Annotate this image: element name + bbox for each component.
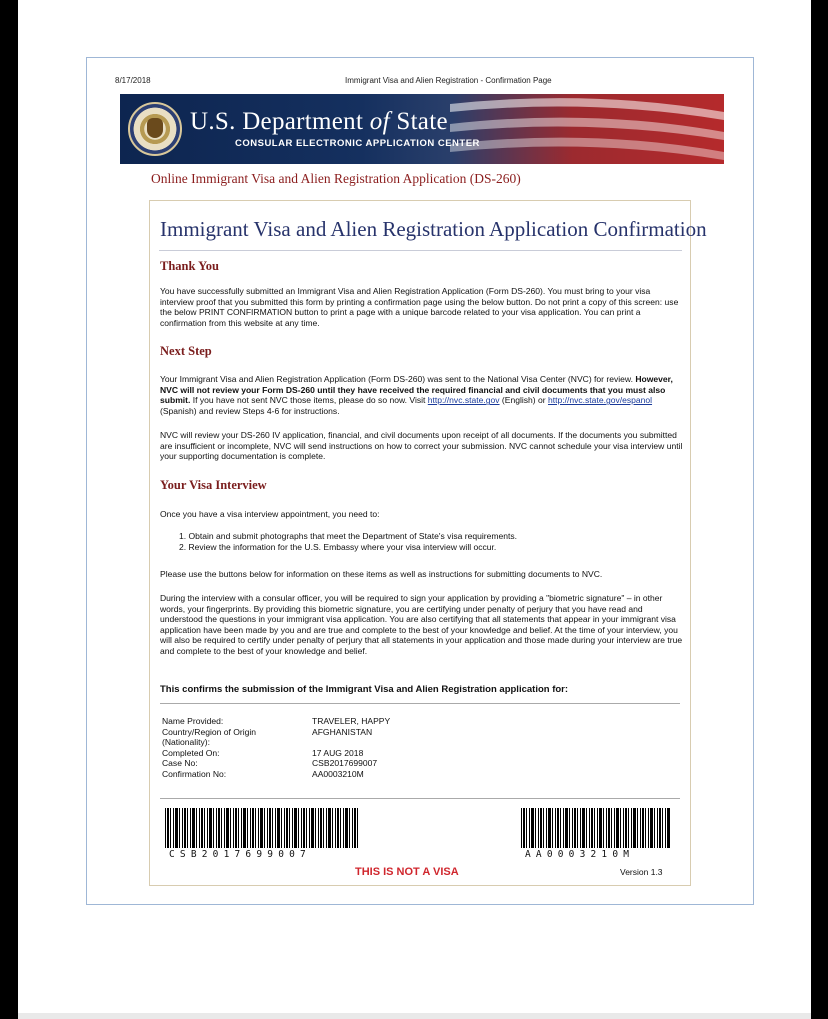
info-row-completed: Completed On: 17 AUG 2018 (162, 747, 364, 758)
confirmation-number-barcode-text: AA0003210M (525, 849, 635, 860)
department-banner (120, 94, 724, 164)
buttons-info-text: Please use the buttons below for information on these items as well as instructions for submitting documents to NVC. (160, 569, 603, 579)
version-label: Version 1.3 (620, 867, 663, 877)
interview-steps-list (179, 531, 679, 552)
nvc-english-link[interactable]: http://nvc.state.gov (427, 395, 500, 406)
info-row-case: Case No: CSB2017699007 (162, 758, 378, 768)
info-row-confirmation: Confirmation No: AA0003210M (162, 768, 364, 779)
not-a-visa-notice: THIS IS NOT A VISA (355, 866, 459, 878)
print-title: Immigrant Visa and Alien Registration - Confirmation Page (345, 76, 552, 85)
department-subtitle: CONSULAR ELECTRONIC APPLICATION CENTER (235, 138, 480, 149)
list-item: 1. Obtain and submit photographs that meet the Department of State's visa requirements. (179, 531, 517, 541)
next-step-heading: Next Step (160, 344, 212, 358)
confirmation-statement: This confirms the submission of the Immigrant Visa and Alien Registration application for: (160, 684, 569, 695)
info-row-name: Name Provided: TRAVELER, HAPPY (162, 716, 391, 726)
confirmation-number-barcode (521, 808, 671, 848)
nvc-spanish-link[interactable]: http://nvc.state.gov/espanol (547, 395, 653, 406)
nvc-review-text: NVC will review your DS-260 IV application, financial, and civil documents upon receipt of all documents. If the documents you submitted are insufficient or incomplete, NVC will send instructions on how to correct your submission. NVC cannot schedule your visa interview until your supporting documentation is complete. (160, 430, 683, 462)
next-step-text: Your Immigrant Visa and Alien Registration Application (Form DS-260) was sent to the National Visa Center (NVC) for review. However, NVC will not review your Form DS-260 until they have received the required financial and civil documents that you must also submit. If you have not sent NVC those items, please do so now. Visit http://nvc.state.gov (English) or http://nvc.state.gov/espanol (Spanish) and review Steps 4-6 for instructions. (160, 374, 673, 416)
biometric-text: During the interview with a consular officer, you will be required to sign your application by providing a "biometric signature" – in other words, your fingerprints. By providing this biometric signature, you are certifying under penalty of perjury that you have read and understood the questions in your immigrant visa application. You are also certifying that all statements that appear in your immigrant visa application have been made by you and are true and complete to the best of your knowledge and belief. At the time of your interview, you will also be required to certify under penalty of perjury that all statements in your application and those made during your interview are true and complete to the best of your knowledge and belief. (160, 593, 683, 656)
state-department-seal-icon (128, 102, 182, 156)
applicant-info-table (162, 716, 562, 779)
confirmation-document (86, 57, 754, 905)
interview-intro: Once you have a visa interview appointment, you need to: (160, 509, 380, 519)
print-header (115, 76, 725, 88)
case-number-barcode (165, 808, 359, 848)
visa-interview-heading: Your Visa Interview (160, 478, 267, 492)
viewer-page-edge (18, 1013, 811, 1019)
page-title: Immigrant Visa and Alien Registration Application Confirmation (160, 217, 707, 241)
thank-you-text: You have successfully submitted an Immigrant Visa and Alien Registration Application (Form DS-260). You must bring to your visa interview proof that you submitted this form by printing a confirmation page using the below button. Do not print a copy of this screen: use the below PRINT CONFIRMATION button to print a page with a unique barcode related to your visa application. You can print a confirmation from this website at any time. (160, 286, 679, 328)
case-number-barcode-text: CSB2017699007 (169, 849, 311, 860)
department-name: U.S. Department of State (190, 108, 448, 135)
print-date: 8/17/2018 (115, 76, 151, 85)
info-divider-bottom (160, 798, 680, 799)
info-row-country: Country/Region of Origin (Nationality):AFGHANISTAN (162, 726, 373, 747)
application-subtitle: Online Immigrant Visa and Alien Registration Application (DS-260) (151, 171, 521, 186)
info-divider-top (160, 703, 680, 704)
list-item: 2. Review the information for the U.S. Embassy where your visa interview will occur. (179, 541, 497, 552)
thank-you-heading: Thank You (160, 259, 219, 273)
title-divider (159, 250, 682, 251)
flag-stripes-graphic (450, 94, 724, 164)
